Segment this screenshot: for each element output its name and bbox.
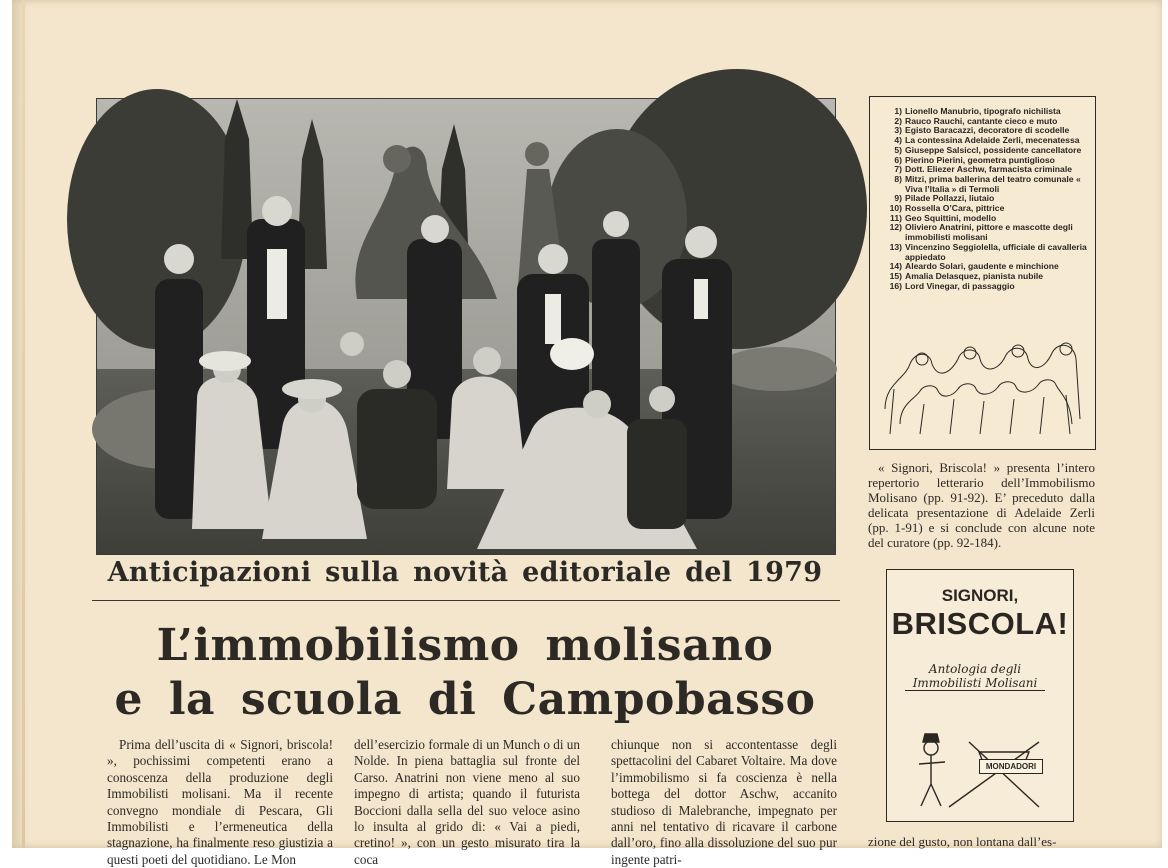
book-title-top: SIGNORI, xyxy=(941,586,1019,605)
legend-item-text: Aleardo Solari, gaudente e minchione xyxy=(905,261,1059,272)
legend-item-number: 5) xyxy=(894,144,902,155)
legend-item-text: Pilade Pollazzi, liutaio xyxy=(905,193,995,204)
legend-item-text: La contessina Adelaide Zerli, mecenatessa xyxy=(905,135,1080,146)
section-rule xyxy=(92,600,840,601)
legend-item-text: Mitzi, prima ballerina del teatro comunale « Viva l’Italia » di Termoli xyxy=(905,173,1081,194)
figure-outline-sketch xyxy=(880,329,1085,439)
legend-item-number: 12) xyxy=(889,222,902,233)
legend-item-text: Oliviero Anatrini, pittore e mascotte degli immobilisti molisani xyxy=(905,222,1073,243)
legend-item-number: 7) xyxy=(894,164,902,175)
book-publisher: MONDADORI xyxy=(979,759,1043,774)
legend-item-number: 1) xyxy=(894,106,902,116)
book-subtitle-line-1: Antologia degli xyxy=(928,662,1022,676)
legend-item-number: 9) xyxy=(894,193,902,204)
photo-legend-box xyxy=(869,96,1096,450)
legend-item-text: Lord Vinegar, di passaggio xyxy=(905,280,1015,291)
legend-item-text: Amalia Delasquez, pianista nubile xyxy=(905,270,1044,281)
legend-item-number: 4) xyxy=(894,135,902,146)
legend-item-text: Rauco Rauchi, cantante cieco e muto xyxy=(905,115,1058,126)
legend-item-number: 3) xyxy=(894,125,902,136)
legend-item-number: 14) xyxy=(889,261,902,272)
article-column-1: Prima dell’uscita di « Signori, briscola! », pochissimi competenti erano a conoscenza della produzione degli Immobilisti molisani. Ma il recente convegno mondiale di Pescara, Gli Immobilisti e l’ermeneutica della stagnazione, ha finalmente reso giustizia a questi poeti del quotidiano. Le Mon xyxy=(107,737,333,867)
legend-item-text: Egisto Baracazzi, decoratore di scodelle xyxy=(905,125,1070,136)
book-subtitle-line-2: Immobilisti Molisani xyxy=(912,676,1038,690)
legend-item-number: 10) xyxy=(889,203,902,214)
legend-item xyxy=(880,223,1089,242)
legend-item-number: 13) xyxy=(889,241,902,252)
page-fold xyxy=(22,0,25,848)
sidebar-blurb: « Signori, Briscola! » presenta l’intero repertorio letterario dell’Immobilismo Molisano (pp. 91-92). E’ preceduto dalla delicata presentazione di Adelaide Zerli (pp. 1-91) e si conclude con alcune note del curatore (pp. 92-184). xyxy=(868,460,1095,550)
legend-item-number: 16) xyxy=(889,280,902,291)
book-cover xyxy=(886,569,1074,822)
article-column-3: chiunque non si accontentasse degli spettacolini del Cabaret Voltaire. Ma dove l’immobilismo si fa coscienza è nella bottega del dottor Aschw, accanito studioso di Malebranche, impegnato per anni nel tentativo di ricavare il carbone dall’oro, fino alla dissoluzione del suo pur ingente patri- xyxy=(611,737,837,867)
legend-list xyxy=(870,97,1095,291)
legend-item-number: 6) xyxy=(894,154,902,165)
legend-item-text: Vincenzino Seggiolella, ufficiale di cavalleria appiedato xyxy=(905,241,1087,262)
legend-item-number: 15) xyxy=(889,270,902,281)
article-column-2: dell’esercizio formale di un Munch o di un Nolde. In piena battaglia sul fronte del Carso. Anatrini non viene meno al suo impegno di artista; quando il futurista Boccioni dalla sella del suo veloce asino lo insulta al grido di: « Vai a piedi, cretino! », con un gesto misurato tira la coca xyxy=(354,737,580,867)
legend-item xyxy=(880,243,1089,262)
legend-item-text: Geo Squittini, modello xyxy=(905,212,997,223)
book-title-main: BRISCOLA! xyxy=(891,606,1069,641)
legend-item-text: Giuseppe Salsiccl, possidente cancellatore xyxy=(905,144,1082,155)
headline-line-1: L’immobilismo molisano xyxy=(156,620,774,671)
legend-item-text: Lionello Manubrio, tipografo nichilista xyxy=(905,106,1061,116)
headline-line-2: e la scuola di Campobasso xyxy=(114,674,816,725)
legend-item-text: Rossella O’Cara, pittrice xyxy=(905,203,1005,214)
legend-item-number: 11) xyxy=(890,212,902,223)
legend-item-number: 8) xyxy=(894,173,902,184)
legend-item xyxy=(880,175,1089,194)
book-subtitle xyxy=(905,662,1045,691)
legend-item xyxy=(880,282,1089,292)
legend-item-number: 2) xyxy=(894,115,902,126)
photo-caption-kicker: Anticipazioni sulla novità editoriale del 1979 xyxy=(107,557,823,588)
group-photograph xyxy=(96,98,836,555)
legend-item-text: Pierino Pierini, geometra puntiglioso xyxy=(905,154,1055,165)
sidebar-continuation: zione del gusto, non lontana dall’es- xyxy=(868,834,1057,849)
legend-item-text: Dott. Eliezer Aschw, farmacista criminale xyxy=(905,164,1073,175)
